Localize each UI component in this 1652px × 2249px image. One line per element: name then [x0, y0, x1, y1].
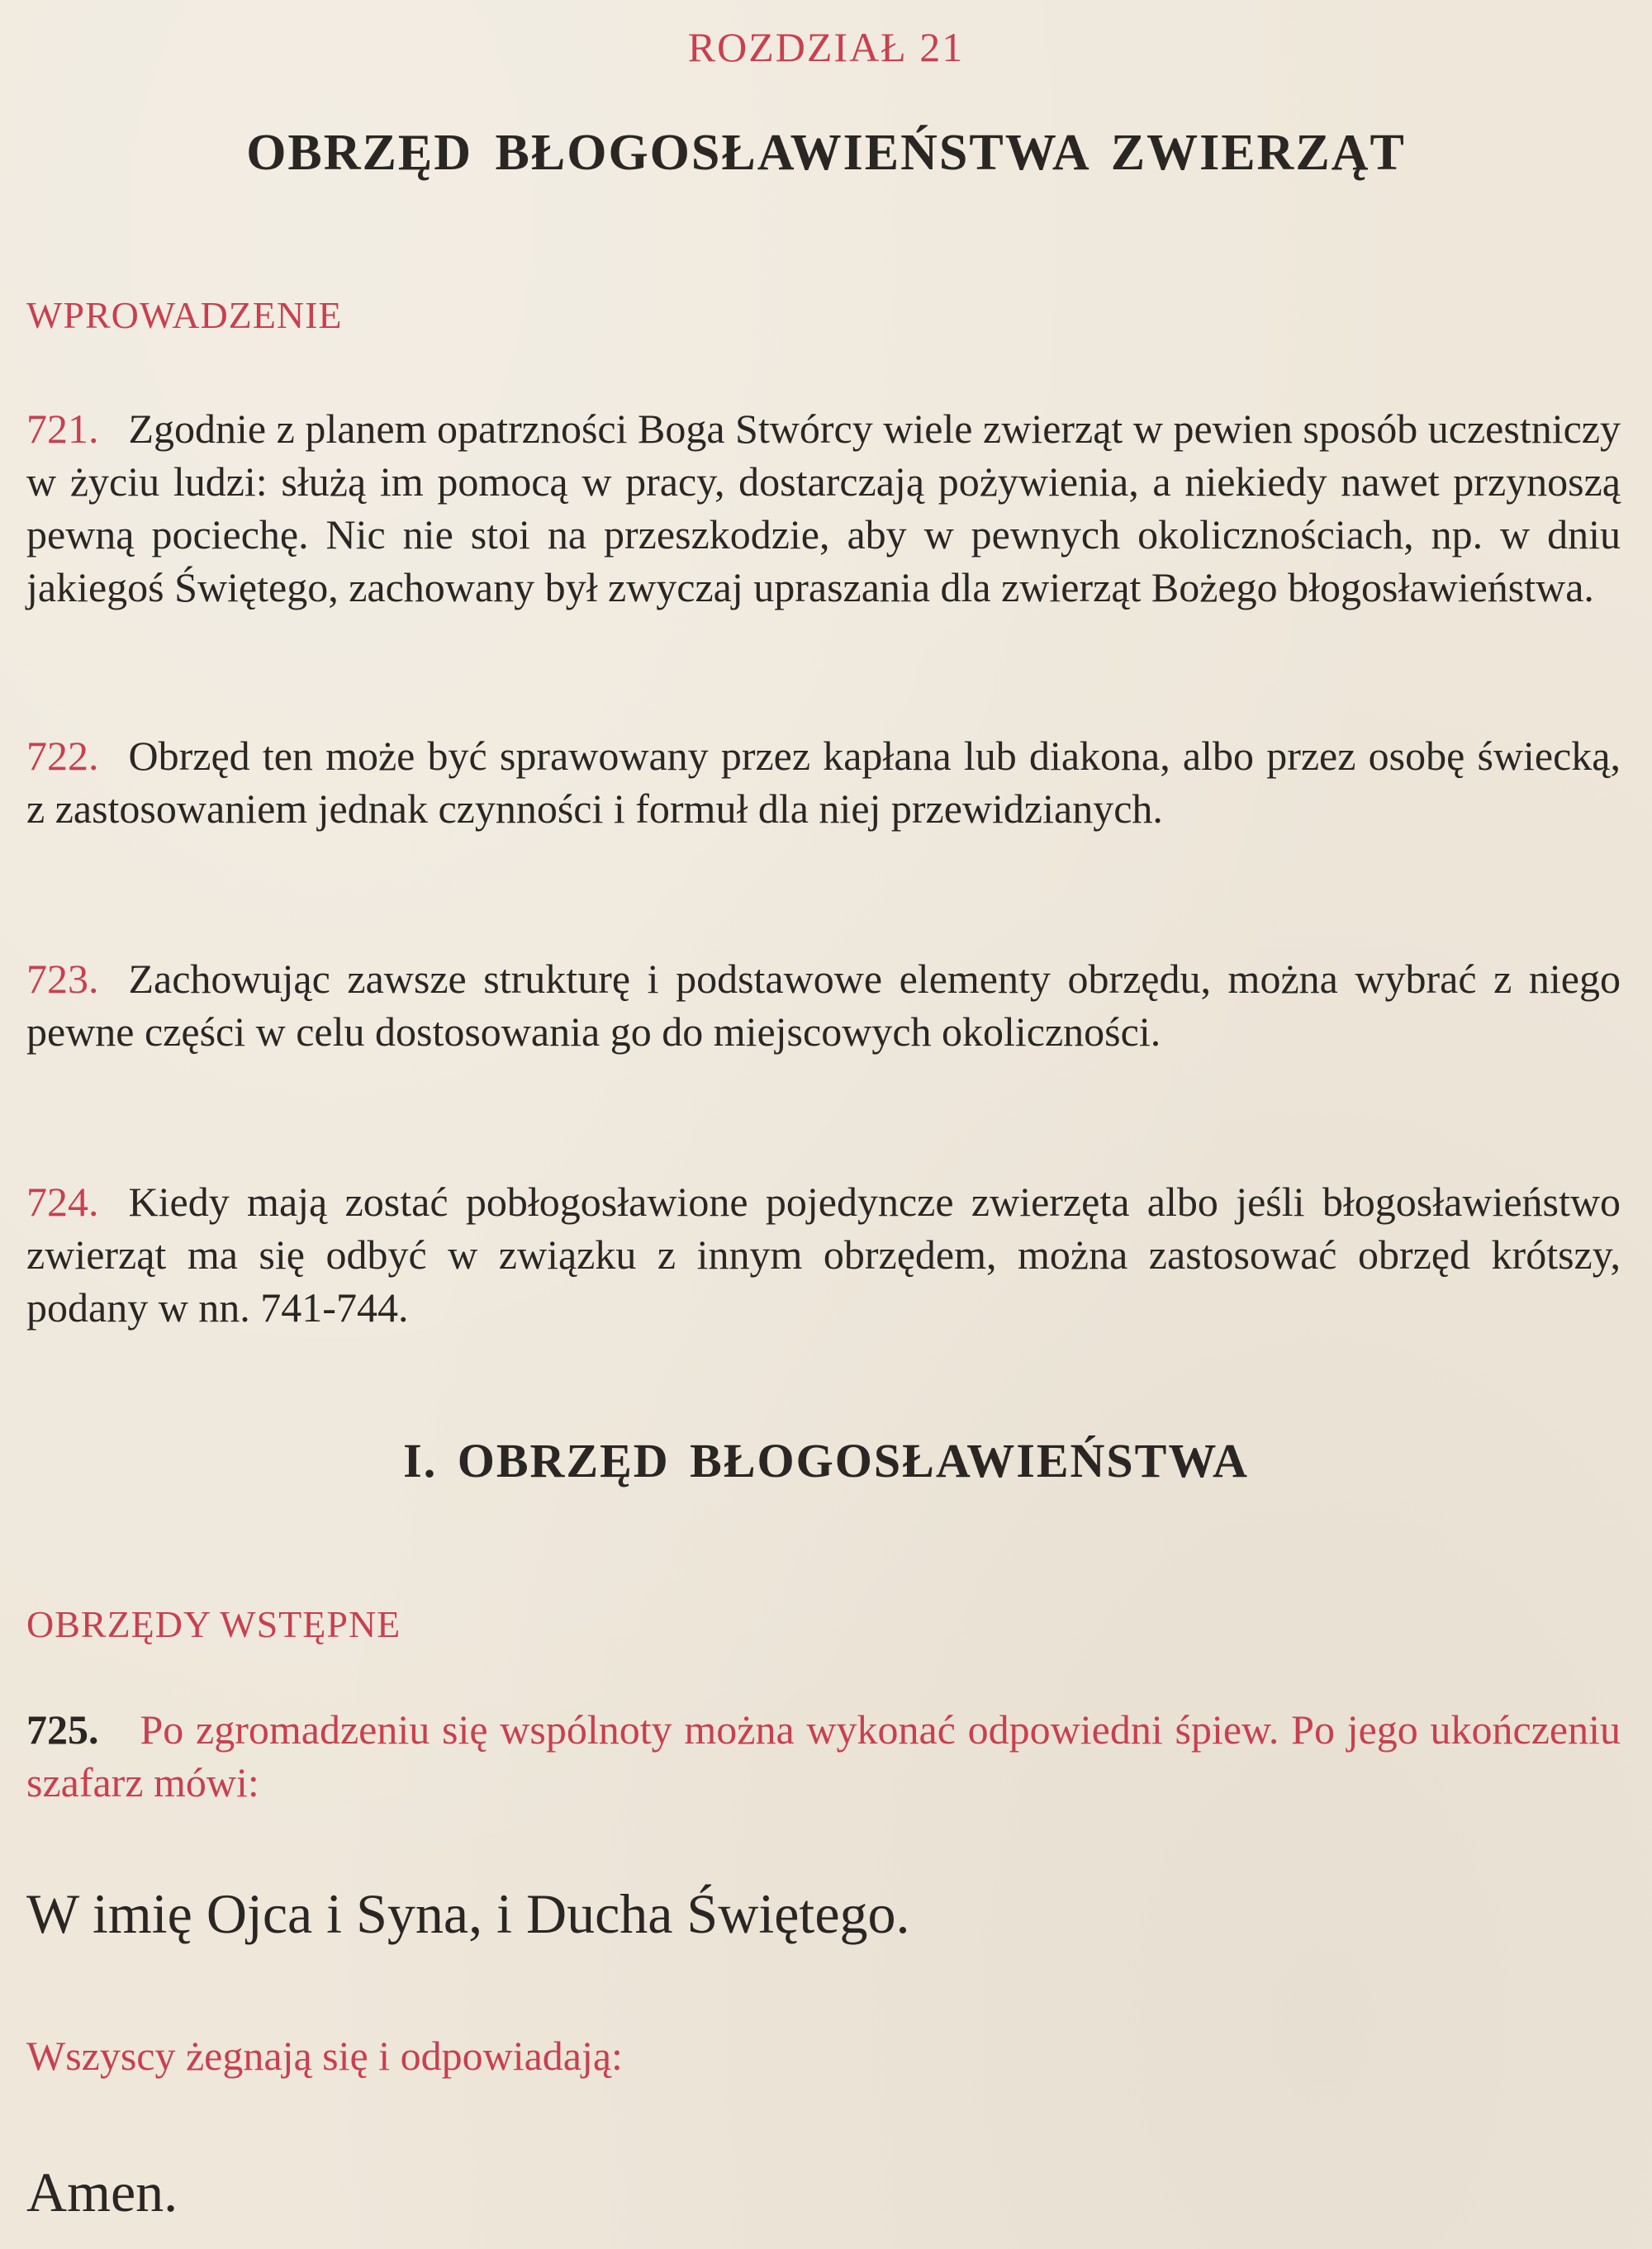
page-title: OBRZĘD BŁOGOSŁAWIEŃSTWA ZWIERZĄT [246, 125, 1406, 181]
paragraph-723 [26, 952, 1621, 1058]
paragraph-text: Zachowując zawsze strukturę i podstawowe elementy obrzędu, można wybrać z niego pewne części w celu dostosowania go do miejscowych okoliczności. [26, 956, 1621, 1055]
paragraph-number: 724. [26, 1179, 99, 1225]
paragraph-721 [26, 402, 1621, 614]
paragraph-number: 721. [26, 406, 99, 452]
response-rubric: Wszyscy żegnają się i odpowiadają: [26, 2033, 623, 2079]
paragraph-number: 723. [26, 956, 99, 1002]
rites-section-label: OBRZĘDY WSTĘPNE [26, 1603, 401, 1645]
paragraph-number: 725. [26, 1706, 99, 1753]
invocation-text: W imię Ojca i Syna, i Ducha Świętego. [26, 1882, 910, 1945]
paragraph-724 [26, 1175, 1621, 1334]
response-text: Amen. [26, 2161, 178, 2223]
paragraph-number: 722. [26, 733, 99, 779]
paragraph-text: Obrzęd ten może być sprawowany przez kapłana lub diakona, albo przez osobę świecką, z zastosowaniem jednak czynności i formuł dla niej przewidzianych. [26, 733, 1621, 832]
rubric-text: Po zgromadzeniu się wspólnoty można wykonać odpowiedni śpiew. Po jego ukończeniu szafarz mówi: [26, 1706, 1621, 1805]
section-title: I. OBRZĘD BŁOGOSŁAWIEŃSTWA [403, 1434, 1249, 1487]
paragraph-text: Kiedy mają zostać pobłogosławione pojedyncze zwierzęta albo jeśli błogosławieństwo zwierząt ma się odbyć w związku z innym obrzędem, można zastosować obrzęd krótszy, podany w nn. 741-744. [26, 1179, 1621, 1331]
paragraph-725 [26, 1703, 1621, 1809]
intro-section-label: WPROWADZENIE [26, 294, 343, 336]
paragraph-722 [26, 729, 1621, 835]
paragraph-text: Zgodnie z planem opatrzności Boga Stwórcy wiele zwierząt w pewien sposób uczestniczy w życiu ludzi: służą im pomocą w pracy, dostarczają pożywienia, a niekiedy nawet przynoszą pewną pociechę. Nic nie stoi na przeszkodzie, aby w pewnych okolicznościach, np. w dniu jakiegoś Świętego, zachowany był zwyczaj upraszania dla zwierząt Bożego błogosławieństwa. [26, 406, 1621, 610]
chapter-label: ROZDZIAŁ 21 [687, 24, 965, 70]
